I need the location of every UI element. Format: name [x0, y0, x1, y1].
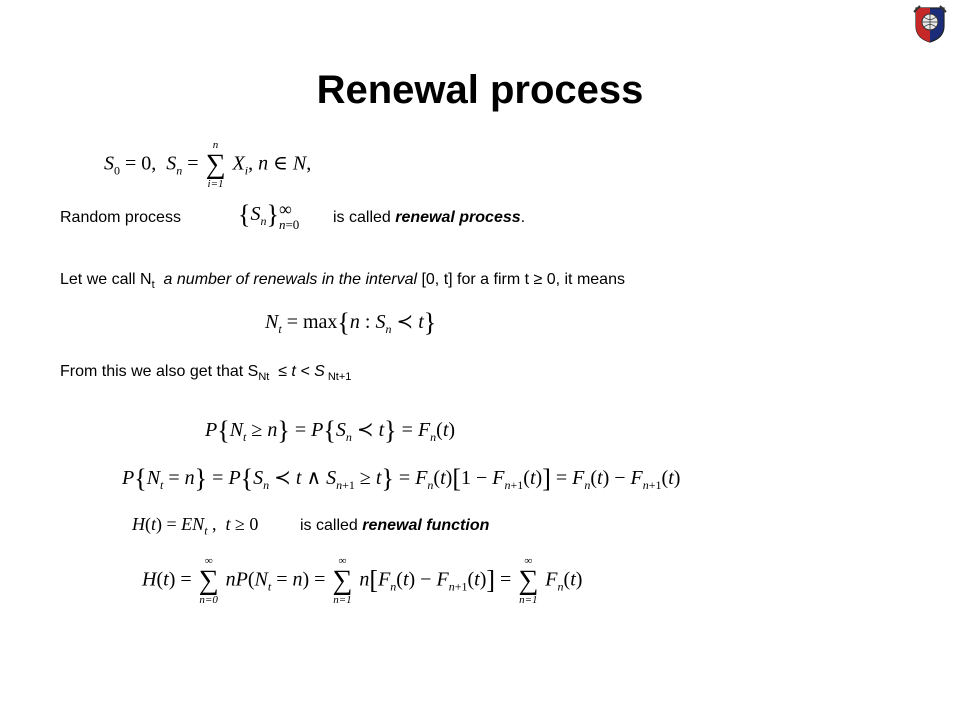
equation-sequence: $\{S_n\}$ ∞ n=0 [238, 199, 300, 232]
equation-partial-sums: $S_0 = 0$, $S_n$ = n ∑ i=1 $X_i$, n ∈ N, [104, 139, 312, 190]
equation-renewal-function: $H(t) = EN_t$ , t ≥ 0 [132, 514, 259, 538]
number-of-renewals-line: Let we call $N_t$ a number of renewals in the interval [0, t] for a firm t ≥ 0, it means [60, 271, 625, 291]
equation-probability-eq: $P\{N_t = n\} = P\{S_n$ ≺ t ∧ $S_{n+1} \ge t\} = F_n(t)[1 - F_{n+1}(t)] = F_n(t) - F_{n+1}(t)$ [122, 464, 681, 493]
renewal-process-term: renewal process [395, 209, 521, 226]
university-crest-icon [910, 4, 950, 44]
equation-nt-max: $N_t = \max\{n$ : $S_n$ ≺ t} [265, 308, 437, 337]
renewal-function-definition: is called renewal function [300, 517, 490, 534]
from-this-line: From this we also get that $S_{Nt} \le t < S$ $_{Nt+1}$ [60, 363, 352, 383]
renewal-process-definition: is called renewal process. [333, 209, 526, 226]
random-process-line [60, 208, 181, 228]
equation-probability-ge: $P\{N_t \ge n\} = P\{S_n$ ≺ $t\} = F_n(t)$ [205, 416, 456, 445]
renewal-function-term: renewal function [362, 517, 490, 534]
slide-title: Renewal process [316, 68, 644, 112]
random-process-prefix: Random process [60, 209, 181, 226]
equation-renewal-sum: H(t) = ∞ ∑ n=0 $nP(N_t = n)$ = ∞ ∑ n=1 $n[F_n(t) - F_{n+1}(t)]$ = ∞ ∑ n=1 $F_n(t)$ [142, 555, 583, 606]
